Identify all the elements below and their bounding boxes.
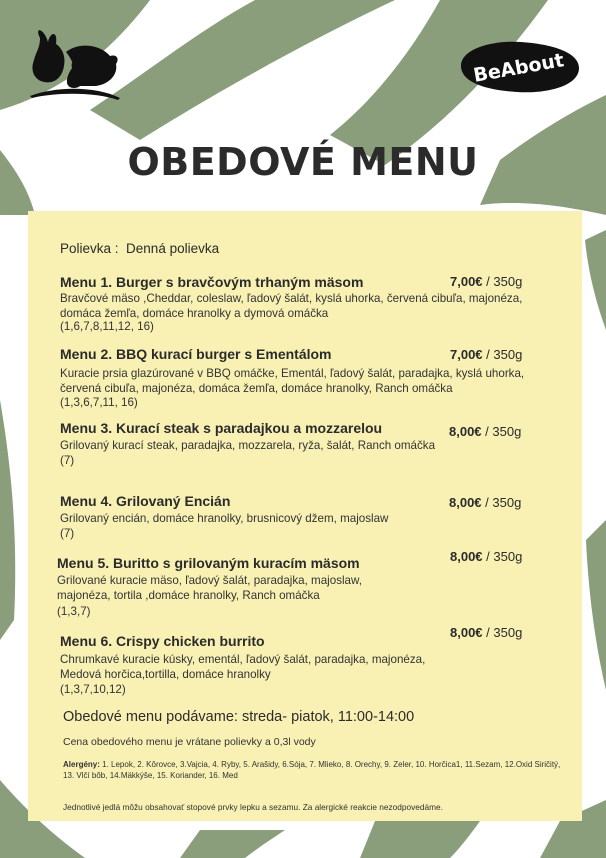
menu-item-allergens: (7): [60, 454, 75, 467]
menu-item-allergens: (1,3,7): [57, 605, 91, 618]
price-value: 8,00€: [450, 625, 483, 640]
menu-item-description: Grilovaný encián, domáce hranolky, brusnicový džem, majoslaw: [60, 512, 389, 525]
allergen-legend: [63, 759, 563, 781]
menu-item-price: [449, 495, 521, 510]
price-value: 8,00€: [450, 549, 483, 564]
menu-item-price: [450, 274, 522, 289]
menu-item-name: Menu 4. Grilovaný Encián: [60, 493, 231, 509]
menu-item-name: Menu 3. Kurací steak s paradajkou a mozzarelou: [60, 420, 383, 436]
menu-item-price: [450, 625, 522, 640]
rabbit-logo: [26, 24, 122, 106]
allergen-legend-label: Alergény:: [63, 760, 100, 769]
price-note: Cena obedového menu je vrátane polievky a 0,3l vody: [63, 736, 316, 748]
soup-value: Denná polievka: [126, 241, 220, 256]
soup-label: Polievka :: [60, 241, 119, 256]
disclaimer: Jednotlivé jedlá môžu obsahovať stopové prvky lepku a sezamu. Za alergické reakcie nezodpovedáme.: [63, 802, 443, 812]
soup-line: [60, 241, 219, 256]
menu-item-allergens: (1,6,7,8,11,12, 16): [60, 320, 154, 333]
beabout-logo: [455, 38, 585, 96]
allergen-legend-text: 1. Lepok, 2. Kôrovce, 3.Vajcia, 4. Ryby, 5. Arašidy, 6.Sója, 7. Mlieko, 8. Orechy, 9. Zeler, 10. Horčica1, 11.Sezam, 12.Oxid Siričitý, 13. Vlčí bôb, 14.Mäkkýše, 15. Koriander, 16. Med: [63, 760, 561, 780]
price-weight: / 350g: [486, 549, 523, 564]
menu-item-description: Kuracie prsia glazúrované v BBQ omáčke, Ementál, ľadový šalát, paradajka, kyslá uhorka, červená cibuľa, majonéza, domáca žemľa, domáce hranolky, Ranch omáčka: [60, 367, 525, 395]
menu-item-price: [450, 347, 522, 362]
menu-item-price: [450, 549, 522, 564]
price-value: 8,00€: [449, 424, 482, 439]
price-value: 7,00€: [450, 274, 483, 289]
menu-item-description: Chrumkavé kuracie kúsky, ementál, ľadový šalát, paradajka, majonéza, Medová horčica,tortilla, domáce hranolky: [60, 653, 426, 681]
price-value: 7,00€: [450, 347, 483, 362]
beabout-logo-text: BeAbout: [471, 49, 566, 87]
price-weight: / 350g: [486, 274, 523, 289]
menu-item-allergens: (7): [60, 527, 75, 540]
menu-item-allergens: (1,3,7,10,12): [60, 683, 126, 696]
menu-item-description: Bravčové mäso ,Cheddar, coleslaw, ľadový šalát, kyslá uhorka, červená cibuľa, majonéza, domáca žemľa, domáce hranolky a dymová omáčka: [60, 292, 523, 320]
menu-item-description: Grilovaný kurací steak, paradajka, mozzarela, ryža, šalát, Ranch omáčka: [60, 439, 436, 452]
menu-item-price: [449, 424, 521, 439]
menu-item-name: Menu 1. Burger s bravčovým trhaným mäsom: [60, 274, 364, 290]
price-weight: / 350g: [485, 424, 522, 439]
price-weight: / 350g: [486, 625, 523, 640]
menu-item-allergens: (1,3,6,7,11, 16): [60, 396, 138, 409]
price-weight: / 350g: [485, 495, 522, 510]
serving-info: Obedové menu podávame: streda- piatok, 11:00-14:00: [63, 709, 415, 725]
price-value: 8,00€: [449, 495, 482, 510]
menu-item-description: Grilované kuracie mäso, ľadový šalát, paradajka, majoslaw, majonéza, tortila ,domáce hranolky, Ranch omáčka: [57, 574, 362, 602]
menu-item-name: Menu 6. Crispy chicken burrito: [60, 633, 265, 649]
price-weight: / 350g: [486, 347, 523, 362]
menu-panel: [28, 211, 582, 821]
menu-item-name: Menu 5. Buritto s grilovaným kuracím mäsom: [57, 555, 360, 571]
menu-item-name: Menu 2. BBQ kurací burger s Ementálom: [60, 346, 332, 362]
page-title: OBEDOVÉ MENU: [127, 140, 479, 184]
